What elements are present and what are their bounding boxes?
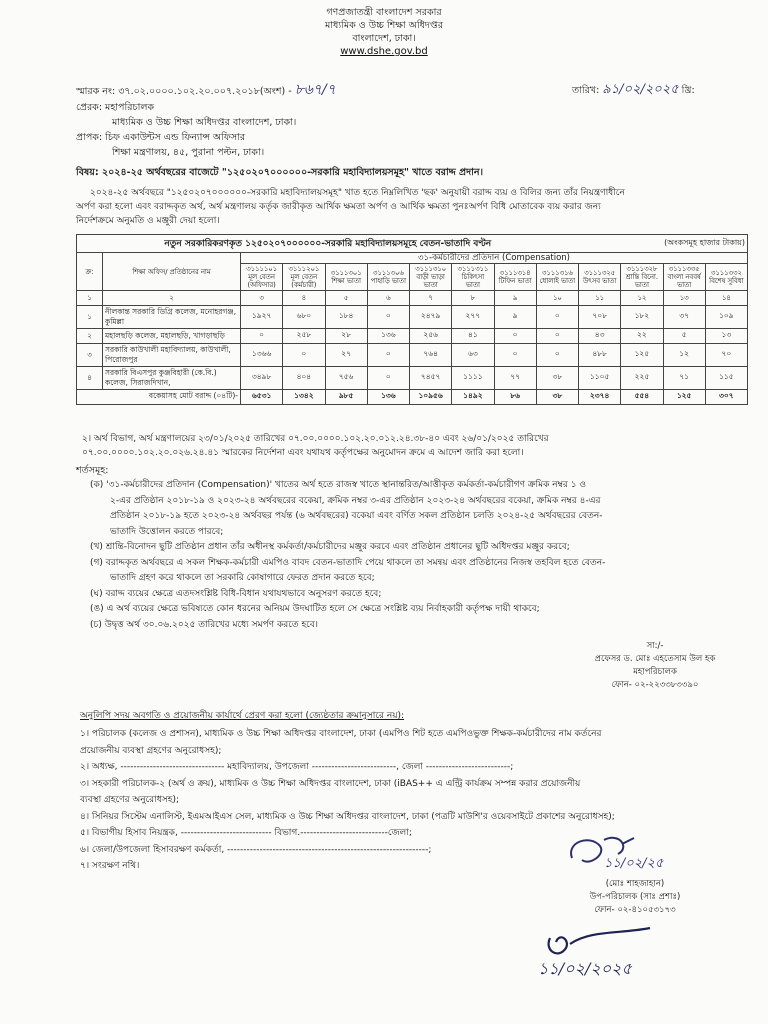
col-header: ৩১১১৩১০ বাড়ী ভাড়া ভাতা	[410, 264, 452, 291]
row-value: ১৩৬৬	[241, 344, 283, 367]
col-number: ১৪	[705, 291, 747, 306]
row-value: ১৩	[705, 329, 747, 344]
row-value: ৪১	[452, 329, 494, 344]
row-value: ৭১	[663, 367, 705, 390]
memo-date	[572, 80, 695, 101]
copies-heading: অনুলিপি সদয় অবগতি ও প্রয়োজনীয় কার্যার্থে প্রেরণ করা হলো (জ্যেষ্ঠতার ক্রমানুসারে নয়):	[80, 711, 405, 721]
col-header: ৩১১১২০১ মূল বেতন (কর্মচারী)	[283, 264, 325, 291]
col-number: ৫	[325, 291, 367, 306]
col-number: ১২	[621, 291, 663, 306]
col-number-row	[77, 291, 748, 306]
para2-line: ০৭.০০.০০০০.১০২.২০.০২৬.২৪.৪১ স্মারকের নির্দেশনা এবং যথাযথ কর্তৃপক্ষের অনুমোদন ক্রমে এ আদেশ জারি করা হলো।	[82, 448, 524, 458]
col-number: ৮	[452, 291, 494, 306]
intro-line: অর্পণ করা হলো এবং বরাদ্দকৃত অর্থ, অর্থ মন্ত্রণালয় কর্তৃক জারীকৃত আর্থিক ক্ষমতা অর্পণ ও আর্থিক ক্ষমতা পুনঃঅর্পণ বিধি মোতাবেক ব্যয় করার জন্য	[76, 202, 601, 212]
col-number: ৯	[494, 291, 536, 306]
date-label: তারিখ:	[572, 85, 600, 96]
col-number: ১১	[579, 291, 621, 306]
row-value: ৭৬৪	[410, 344, 452, 367]
col-number: ১৩	[663, 291, 705, 306]
col-number: ৪	[283, 291, 325, 306]
intro-line: নির্দেশক্রমে অনুমতি ও মঞ্জুরী দেয়া হলো।	[76, 216, 220, 226]
recipient-label: প্রাপক: চিফ একাউন্টস এন্ড ফিন্যান্স অফিসার	[76, 132, 246, 143]
row-value: ০	[536, 344, 578, 367]
row-institution-name: সরকারি বিএসপুর কুঞ্জবিহারী (কে.বি.) কলেজ, সিরাজদিখান,	[103, 367, 241, 390]
total-value: ১২৫	[663, 390, 705, 405]
sender-address: মাধ্যমিক ও উচ্চ শিক্ষা অধিদপ্তর বাংলাদেশ, ঢাকা।	[112, 117, 297, 128]
row-value: ৩৭	[663, 306, 705, 329]
copy-line: ব্যবস্থা গ্রহণের অনুরোধসহ);	[80, 795, 179, 805]
col-number: ৩	[241, 291, 283, 306]
col-header: ৩১১১৩০৬ পাহাড়ি ভাতা	[367, 264, 409, 291]
table-row	[77, 344, 748, 367]
signature-block-1	[560, 640, 750, 692]
condition-line: (ক) '৩১-কর্মচারীদের প্রতিদান (Compensation)' খাতের অর্থ হতে রাজস্ব খাতে স্থানান্তরিত/আত্তীকৃত কর্মকর্তা-কর্মচারীগণ ক্রমিক নম্বর ১ ও	[90, 480, 587, 490]
condition-line: ২-এর প্রতিষ্ঠান ২০১৮-১৯ ও ২০২৩-২৪ অর্থবছরের বকেয়া, ক্রমিক নম্বর ৩-এর প্রতিষ্ঠান ২০২৩-২৪ অর্থবছরের বকেয়া, ক্রমিক নম্বর ৪-এর	[110, 495, 601, 506]
copy-line: ১। পরিচালক (কলেজ ও প্রশাসন), মাধ্যমিক ও উচ্চ শিক্ষা অধিদপ্তর বাংলাদেশ, ঢাকা (এমপিও শিট হতে এমপিওভুক্ত শিক্ষক-কর্মচারীদের নাম কর্তনের	[80, 729, 602, 739]
copy-line: প্রয়োজনীয় ব্যবস্থা গ্রহণের অনুরোধসহ);	[80, 745, 222, 756]
signature-block-2	[560, 878, 710, 917]
col-header: ৩১১১৩১৬ ধোলাই ভাতা	[536, 264, 578, 291]
row-value: ১২	[663, 344, 705, 367]
bottom-handwritten-initials	[530, 920, 690, 990]
signatory-title: মহাপরিচালক	[633, 667, 677, 677]
subject-line: বিষয়: ২০২৪-২৫ অর্থবছরের বাজেটে "১২৫০২০৭০০০০০০-সরকারি মহাবিদ্যালয়সমূহ" খাতে বরাদ্দ প্রদান।	[76, 167, 483, 178]
table-row	[77, 367, 748, 390]
col-header: ৩১১১১০১ মূল বেতন (অফিসার)	[241, 264, 283, 291]
table-title: নতুন সরকারিকরণকৃত ১২৫০২০৭০০০০০০-সরকারি মহাবিদ্যালয়সমূহে বেতন-ভাতাদি বণ্টন	[77, 235, 579, 253]
paragraph-2	[82, 432, 748, 460]
signature-date-hand: ১১/০২/২৫	[604, 856, 664, 871]
copy-line: ৭। সংরক্ষণ নথি।	[80, 861, 140, 871]
row-sl: ১	[77, 306, 103, 329]
intro-paragraph	[76, 186, 746, 228]
row-value: ১৩৬	[367, 329, 409, 344]
col-header: ৩১১১৩১৪ টিফিন ভাতা	[494, 264, 536, 291]
row-value: ৫	[663, 329, 705, 344]
initials-date-hand: ১১/০২/২০২৫	[538, 959, 632, 978]
condition-line: ভাতাদি গ্রহণ করে থাকলে তা সরকারি কোষাগারে ফেরত প্রদান করতে হবে;	[110, 573, 375, 583]
row-value: ০	[367, 367, 409, 390]
row-value: ২৮	[325, 329, 367, 344]
col-header: ৩১১১৩২৮ শ্রান্তি বিনো. ভাতা	[621, 264, 663, 291]
group-header: ৩১-কর্মচারীদের প্রতিদান (Compensation)	[241, 253, 748, 264]
row-value: ৭৫৬	[325, 367, 367, 390]
total-value: ৩৮	[536, 390, 578, 405]
letterhead	[0, 6, 768, 58]
conditions-list	[90, 478, 750, 633]
copy-line: ৬। জেলা/উপজেলা হিসাবরক্ষণ কর্মকর্তা, --------------------------------------------------------------;	[80, 844, 432, 855]
col-number: ১০	[536, 291, 578, 306]
total-value: ১৪৯২	[452, 390, 494, 405]
row-institution-name: মহালছড়ি কলেজ, মহালছড়ি, খাগড়াছড়ি	[103, 329, 241, 344]
row-value: ১০৯	[705, 306, 747, 329]
row-value: ৩৪৯৮	[241, 367, 283, 390]
handwritten-signature-2	[560, 828, 720, 881]
row-value: ১২৫	[621, 344, 663, 367]
condition-line: (খ) শ্রান্তি-বিনোদন ছুটি প্রতিষ্ঠান প্রধান তাঁর অধীনস্থ কর্মকর্তা/কর্মচারীদের মঞ্জুর করবে এবং প্রতিষ্ঠান প্রধানের ছুটি অধিদপ্তর মঞ্জুর করবে;	[90, 542, 570, 552]
condition-line: ভাতাদি উত্তোলন করতে পারবে;	[110, 526, 224, 537]
table-body	[77, 306, 748, 390]
signed-mark: সা:/-	[646, 641, 664, 651]
row-sl: ২	[77, 329, 103, 344]
row-value: ৭৭	[494, 367, 536, 390]
row-value: ১১৫	[705, 367, 747, 390]
total-value: ৬৫৩১	[241, 390, 283, 405]
row-value: ১৮৪	[325, 306, 367, 329]
row-value: ১১১১	[452, 367, 494, 390]
table-total-row	[77, 390, 748, 405]
row-value: ২২	[621, 329, 663, 344]
row-value: ০	[494, 329, 536, 344]
row-value: ৯	[494, 306, 536, 329]
row-value: ২৫৮	[283, 329, 325, 344]
total-value: ৯৮৫	[325, 390, 367, 405]
row-value: ৭০৮	[579, 306, 621, 329]
total-label: বকেয়াসহ মোট বরাদ্দ (০৪টি)-	[77, 390, 241, 405]
copy-line: ৩। সহকারী পরিচালক-২ (অর্থ ও ক্রয়), মাধ্যমিক ও উচ্চ শিক্ষা অধিদপ্তর বাংলাদেশ, ঢাকা (iBAS++ এ এন্ট্রি কার্যক্রম সম্পন্ন করার প্রয়োজনীয়	[80, 778, 581, 789]
condition-line: প্রতিষ্ঠান ২০১৮-১৯ হতে ২০২৩-২৪ অর্থবছর পর্যন্ত (৬ অর্থবছরের) বকেয়া এবং বর্ণিত সকল প্রতিষ্ঠান চলতি ২০২৪-২৫ অর্থবছরের বেতন-	[110, 511, 603, 521]
row-value: ২৪৭৯	[410, 306, 452, 329]
condition-line: (চ) উদ্বৃত্ত অর্থ ৩০.০৬.২০২৫ তারিখের মধ্যে সমর্পণ করতে হবে।	[90, 619, 319, 630]
total-value: ৮৬	[494, 390, 536, 405]
directorate-name: মাধ্যমিক ও উচ্চ শিক্ষা অধিদপ্তর	[325, 20, 443, 31]
row-value: ১১০৫	[579, 367, 621, 390]
row-value: ৪০৪	[283, 367, 325, 390]
row-value: ৪৮৮	[579, 344, 621, 367]
row-value: ০	[283, 344, 325, 367]
table-row	[77, 329, 748, 344]
signatory-phone: ফোন- ০২-২২৩৩৮৩৩৯০	[611, 680, 699, 690]
row-value: ২৫৬	[410, 329, 452, 344]
recipient-address: শিক্ষা মন্ত্রণালয়, ৪৫, পুরানা পল্টন, ঢাকা।	[112, 147, 265, 158]
row-value: ১৯২৭	[241, 306, 283, 329]
row-value: ২৭৭	[452, 306, 494, 329]
memo-ref	[76, 78, 336, 102]
col-header: ৩১১১৩৩২ বিশেষ সুবিধা	[705, 264, 747, 291]
sender-label: প্রেরক: মহাপরিচালক	[76, 102, 155, 113]
govt-name: গণপ্রজাতন্ত্রী বাংলাদেশ সরকার	[326, 7, 442, 18]
row-value: ০	[494, 344, 536, 367]
total-value: ১৩৪২	[283, 390, 325, 405]
copy-line: ৫। বিভাগীয় হিসাব নিয়ন্ত্রক, ---------------------------- বিভাগ.---------------------------জেলা;	[80, 828, 412, 838]
signatory-name: প্রফেসর ড. মোঃ এহতেসাম উল হক	[594, 654, 716, 664]
row-value: ০	[367, 306, 409, 329]
row-sl: ৩	[77, 344, 103, 367]
col-header: ৩১১১৩২৫ উৎসব ভাতা	[579, 264, 621, 291]
total-value: ৫৫৪	[621, 390, 663, 405]
total-value: ১৩৬	[367, 390, 409, 405]
row-value: ৪৩	[579, 329, 621, 344]
date-suffix: খ্রি:	[681, 85, 695, 96]
copy-line: ৪। সিনিয়র সিস্টেম এনালিস্ট, ইএমআইএস সেল, মাধ্যমিক ও উচ্চ শিক্ষা অধিদপ্তর বাংলাদেশ, ঢাকা (পত্রটি মাউশি'র ওয়েবসাইটে প্রকাশের অনুরোধসহ);	[80, 811, 615, 822]
addresses	[76, 100, 296, 160]
row-value: ৬৮০	[283, 306, 325, 329]
memo-number: স্মারক নং: ৩৭.০২.০০০০.১০২.২০.০০৭.২০১৮(অংশ) -	[76, 86, 292, 97]
col-number: ২	[103, 291, 241, 306]
col-number: ৬	[367, 291, 409, 306]
col-header-sl: ক্র:	[77, 253, 103, 291]
location: বাংলাদেশ, ঢাকা।	[352, 33, 416, 44]
row-sl: ৪	[77, 367, 103, 390]
signatory2-title: উপ-পরিচালক (সাঃ প্রশাঃ)	[589, 892, 681, 902]
row-value: ০	[241, 329, 283, 344]
row-value: ৭৪৫৭	[410, 367, 452, 390]
col-number: ১	[77, 291, 103, 306]
condition-line: (ঙ) এ অর্থ ব্যয়ের ক্ষেত্রে ভবিষ্যতে কোন ধরনের অনিয়ম উদঘাটিত হলে সে ক্ষেত্রে সংশ্লিষ্ট ব্যয় নির্বাহকারী কর্তৃপক্ষ দায়ী থাকবে;	[90, 604, 540, 614]
row-value: ২৭	[325, 344, 367, 367]
signatory2-name: (মোঃ শাহজাহান)	[605, 879, 665, 889]
copy-line: ২। অধ্যক্ষ, -------------------------------- মহাবিদ্যালয়, উপজেলা --------------------------, জেলা --------------------------;	[80, 762, 514, 772]
total-value: ১০৯৫৬	[410, 390, 452, 405]
row-value: ১৮২	[621, 306, 663, 329]
row-institution-name: সরকারি কাউখালী মহাবিদ্যালয়, কাউখালী, পিরোজপুর	[103, 344, 241, 367]
row-value: ৬৩	[452, 344, 494, 367]
row-value: ৩৮	[536, 367, 578, 390]
row-value: ০	[536, 306, 578, 329]
intro-line: ২০২৪-২৫ অর্থবছরে "১২৫০২০৭০০০০০০-সরকারি মহাবিদ্যালয়সমূহ" খাত হতে নিম্নলিখিত 'ছক' অনুযায়ী বরাদ্দ ব্যয় ও বিলির জন্য তাঁর নিয়ন্ত্রণাধীনে	[90, 188, 625, 198]
row-value: ০	[367, 344, 409, 367]
allocation-table	[76, 234, 748, 405]
condition-line: (গ) বরাদ্দকৃত অর্থবছরে এ সকল শিক্ষক-কর্মচারী এমপিও বাবদ বেতন-ভাতাদি পেয়ে থাকলে তা সমন্বয় এবং প্রতিষ্ঠানের নিজস্ব তহবিল হতে বেতন-	[90, 557, 606, 568]
row-value: ৭০	[705, 344, 747, 367]
total-value: ৩০৭	[705, 390, 747, 405]
col-header: ৩১১১৩৩৫ বাংলা নববর্ষ ভাতা	[663, 264, 705, 291]
table-unit: (অংকসমূহ হাজার টাকায়)	[579, 235, 748, 253]
signatory2-phone: ফোন- ০২-৪১০৫৩১৭৩	[594, 905, 676, 915]
col-header: ৩১১১৩১১ চিকিৎসা ভাতা	[452, 264, 494, 291]
table-row	[77, 306, 748, 329]
memo-handwritten-number: ৮৬৭/৭	[294, 82, 336, 98]
total-value: ২৩৭৪	[579, 390, 621, 405]
website-link[interactable]: www.dshe.gov.bd	[340, 46, 428, 57]
date-handwritten: ৯১/০২/২০২৫	[602, 82, 679, 97]
col-header-name: শিক্ষা অফিস/ প্রতিষ্ঠানের নাম	[103, 253, 241, 291]
row-value: ০	[536, 329, 578, 344]
para2-line: ২। অর্থ বিভাগ, অর্থ মন্ত্রণালয়ের ২৩/০১/২০২৫ তারিখের ০৭.০০.০০০০.১০২.২০.০১২.২৪.৩৮-৪০ এবং ২৬/০১/২০২৫ তারিখের	[82, 434, 549, 444]
row-value: ২২৫	[621, 367, 663, 390]
col-header: ৩১১১৩০১ শিক্ষা ভাতা	[325, 264, 367, 291]
col-number: ৭	[410, 291, 452, 306]
condition-line: (ঘ) বরাদ্দ ব্যয়ের ক্ষেত্রে এতদসংশ্লিষ্ট বিধি-বিধান যথাযথভাবে অনুসরণ করতে হবে;	[90, 588, 382, 599]
row-institution-name: নীলকান্ত সরকারি ডিগ্রি কলেজ, মনোহরগঞ্জ, কুমিল্লা	[103, 306, 241, 329]
conditions-label: শর্তসমূহ:	[76, 465, 109, 476]
